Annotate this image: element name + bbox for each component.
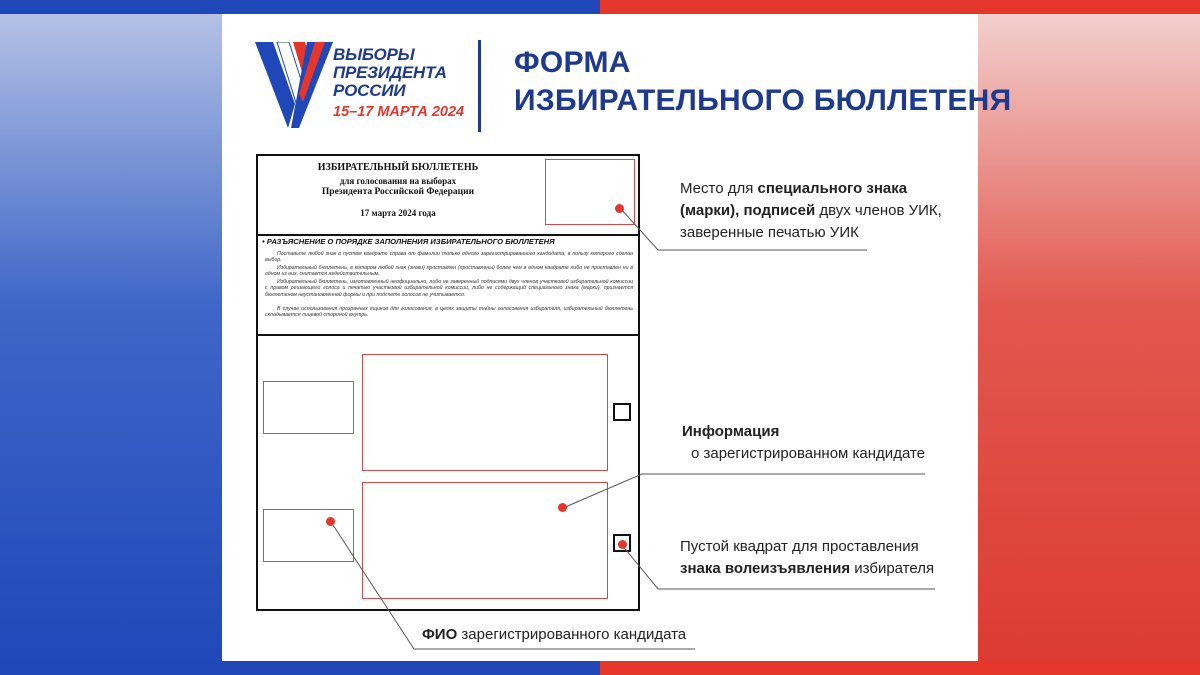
ballot-subject: Президента Российской Федерации — [321, 187, 475, 197]
ballot-explanation — [258, 234, 638, 336]
callout-square — [680, 536, 950, 580]
callout-text: Пустой квадрат для проставления — [680, 538, 919, 555]
bottom-red-strip — [600, 661, 1200, 675]
candidate-info-box — [362, 354, 608, 471]
election-logo — [255, 42, 465, 142]
callout-text: зарегистрированного кандидата — [457, 626, 687, 643]
ballot-header — [258, 156, 638, 236]
top-blue-strip — [0, 0, 600, 14]
background-left-blue — [0, 0, 222, 675]
explanation-paragraph: В случае использования прозрачных ящиков для голосования, в целях защиты тайны голосования избирателя, избирательный бюллетень складывается лицевой стороной внутрь. — [265, 306, 633, 319]
logo-wordmark — [333, 46, 447, 100]
vote-square — [613, 403, 631, 421]
bottom-blue-strip — [0, 661, 600, 675]
page-title — [514, 44, 1011, 120]
ballot-subtitle: для голосования на выборах — [339, 176, 457, 186]
logo-line-2: ПРЕЗИДЕНТА — [333, 63, 447, 82]
explanation-paragraph: Избирательный бюллетень, в котором любой знак (знаки) проставлен (проставлены) более чем в одном квадрате либо не проставлен ни в одном из них, считается недействительным. — [265, 265, 633, 278]
candidate-name-box — [263, 509, 354, 562]
logo-line-1: ВЫБОРЫ — [333, 45, 415, 64]
callout-bold-text: знака волеизъявления — [680, 560, 851, 577]
callout-bold-text: (марки), подписей — [680, 202, 816, 219]
callout-text: о зарегистрированном кандидате — [690, 445, 925, 462]
callout-info — [670, 421, 925, 465]
logo-date: 15–17 МАРТА 2024 — [333, 104, 465, 120]
explanation-paragraph: Избирательный бюллетень, изготовленный неофициально, либо не заверенный подписями двух членов участковой избирательной комиссии с правом решающего голоса и печатью участковой избирательной комиссии, либо не содержащий специального знака (марки), признается бюллетенем неустановленной формы и при подсчете голосов не учитывается. — [265, 279, 633, 298]
marker-dot — [326, 517, 335, 526]
callout-name — [422, 624, 686, 646]
callout-bold-text: ФИО — [422, 626, 458, 643]
candidate-name-box — [263, 381, 354, 434]
ballot-title: ИЗБИРАТЕЛЬНЫЙ БЮЛЛЕТЕНЬ — [317, 162, 479, 173]
callout-bold-text: специального знака — [757, 180, 908, 197]
stamp-area-box — [545, 159, 635, 225]
marker-dot — [618, 540, 627, 549]
logo-line-3: РОССИИ — [333, 81, 406, 100]
callout-text: двух членов УИК, — [815, 202, 942, 219]
infographic-card — [222, 14, 1012, 661]
callout-stamp — [680, 178, 980, 244]
header-divider — [478, 40, 481, 132]
ballot-date: 17 марта 2024 года — [360, 208, 436, 218]
callout-bold-text: Информация — [682, 423, 780, 440]
marker-dot — [558, 503, 567, 512]
ballot-mockup — [256, 154, 640, 611]
top-red-strip — [600, 0, 1200, 14]
callout-text: заверенные печатью УИК — [680, 224, 859, 241]
candidate-info-box — [362, 482, 608, 599]
checkmark-logo-icon — [255, 42, 335, 142]
callout-text: избирателя — [850, 560, 935, 577]
explanation-paragraph: Поставьте любой знак в пустом квадрате справа от фамилии только одного зарегистрированного кандидата, в пользу которого сделан выбор. — [265, 251, 633, 264]
title-line-1: ФОРМА — [514, 46, 631, 79]
explanation-title: • РАЗЪЯСНЕНИЕ О ПОРЯДКЕ ЗАПОЛНЕНИЯ ИЗБИРАТЕЛЬНОГО БЮЛЛЕТЕНЯ — [262, 237, 555, 246]
marker-dot — [615, 204, 624, 213]
callout-text: Место для — [680, 180, 758, 197]
title-line-2: ИЗБИРАТЕЛЬНОГО БЮЛЛЕТЕНЯ — [514, 84, 1012, 117]
